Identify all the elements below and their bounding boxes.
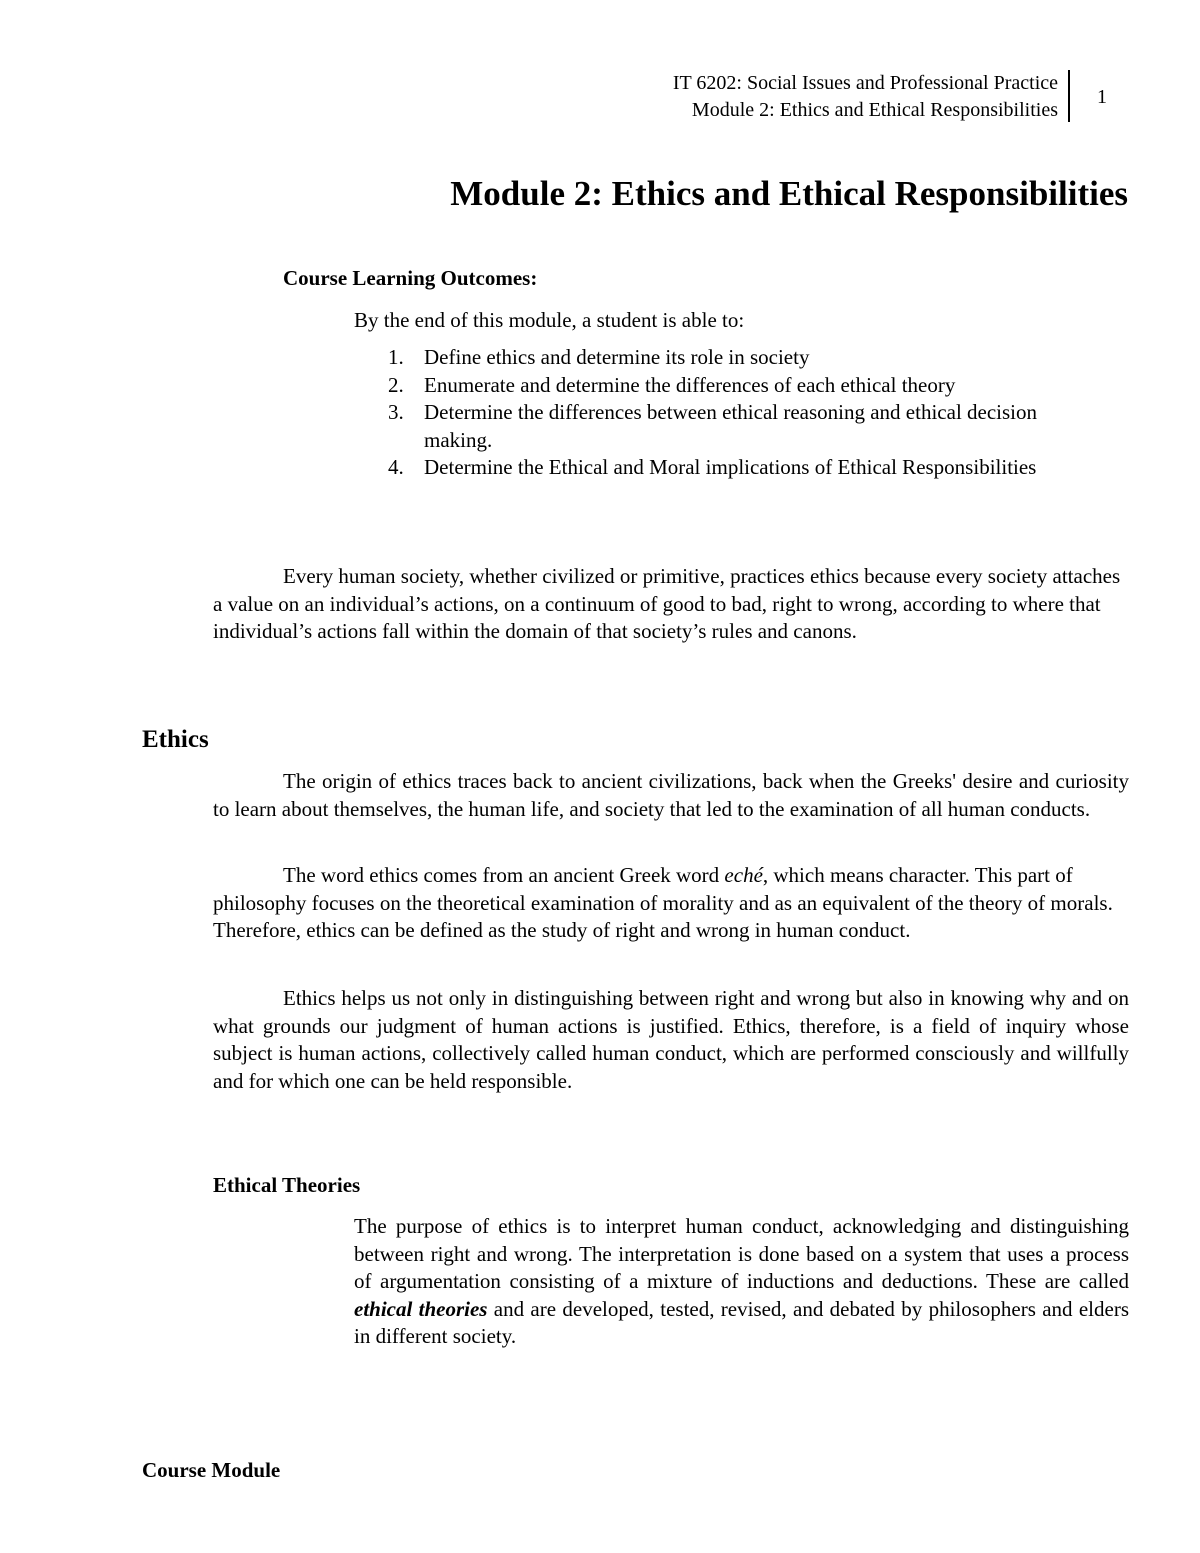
ethics-paragraph-2-rest: , which means character. This part of philosophy focuses on the theoretical examination of morality and as an equivalent of the theory of morals. Therefore, ethics can be defined as the study of right and wrong in human conduct.: [213, 863, 1113, 942]
list-item-text: Define ethics and determine its role in society: [424, 345, 810, 369]
list-item: [388, 372, 1088, 400]
ethical-theories-paragraph: [354, 1213, 1129, 1351]
page-number: 1: [1097, 86, 1107, 108]
ethics-paragraph-1: [213, 768, 1129, 823]
ethical-theories-rest: and are developed, tested, revised, and debated by philosophers and elders in different society.: [354, 1296, 1129, 1348]
ethics-paragraph-3-text: Ethics helps us not only in distinguishing between right and wrong but also in knowing why and on what grounds our judgment of human actions is justified. Ethics, therefore, is a field of inquiry whose subject is human actions, collectively called human conduct, which are performed consciously and willfully and for which one can be held responsible.: [213, 986, 1129, 1093]
list-item-number: 2.: [388, 372, 404, 397]
page-footer: Course Module: [142, 1458, 281, 1482]
ethical-theories-emphasis: ethical theories: [354, 1296, 488, 1321]
list-item-number: 1.: [388, 345, 404, 369]
list-item-text: Determine the Ethical and Moral implications of Ethical Responsibilities: [424, 455, 1037, 479]
list-item-number: 3.: [388, 400, 404, 424]
ethics-paragraph-2-text: The word ethics comes from an ancient Greek word: [283, 863, 725, 887]
learning-outcomes-heading: Course Learning Outcomes:: [283, 266, 538, 290]
list-item: [388, 399, 1088, 454]
list-item-text: Determine the differences between ethical reasoning and ethical decision making.: [424, 400, 1038, 452]
learning-outcomes-intro: By the end of this module, a student is able to:: [354, 308, 745, 332]
header-module-line: Module 2: Ethics and Ethical Responsibilities: [691, 99, 1058, 121]
page-title: Module 2: Ethics and Ethical Responsibilities: [450, 174, 1128, 213]
intro-paragraph-text: Every human society, whether civilized or primitive, practices ethics because every society attaches a value on an individual’s actions, on a continuum of good to bad, right to wrong, according to where that individual’s actions fall within the domain of that society’s rules and canons.: [213, 564, 1121, 643]
ethical-theories-heading: Ethical Theories: [213, 1173, 361, 1197]
ethical-theories-text: The purpose of ethics is to interpret human conduct, acknowledging and distinguishing between right and wrong. The interpretation is done based on a system that uses a process of argumentation consisting of a mixture of inductions and deductions. These are called: [354, 1214, 1129, 1293]
ethics-paragraph-3: [213, 985, 1129, 1095]
header-course-line: IT 6202: Social Issues and Professional Practice: [672, 72, 1058, 94]
learning-outcomes-list: [388, 344, 1088, 482]
list-item: [388, 454, 1088, 482]
list-item-text: Enumerate and determine the differences of each ethical theory: [424, 372, 956, 397]
intro-paragraph: [213, 563, 1123, 646]
list-item: [388, 344, 1088, 372]
ethics-paragraph-2: [213, 862, 1133, 945]
greek-word: eché: [724, 863, 763, 887]
header-divider: [1068, 70, 1070, 122]
list-item-number: 4.: [388, 455, 404, 479]
ethics-heading: Ethics: [142, 726, 209, 753]
running-header: [673, 70, 1058, 124]
ethics-paragraph-1-text: The origin of ethics traces back to ancient civilizations, back when the Greeks' desire and curiosity to learn about themselves, the human life, and society that led to the examination of all human conducts.: [213, 769, 1129, 821]
